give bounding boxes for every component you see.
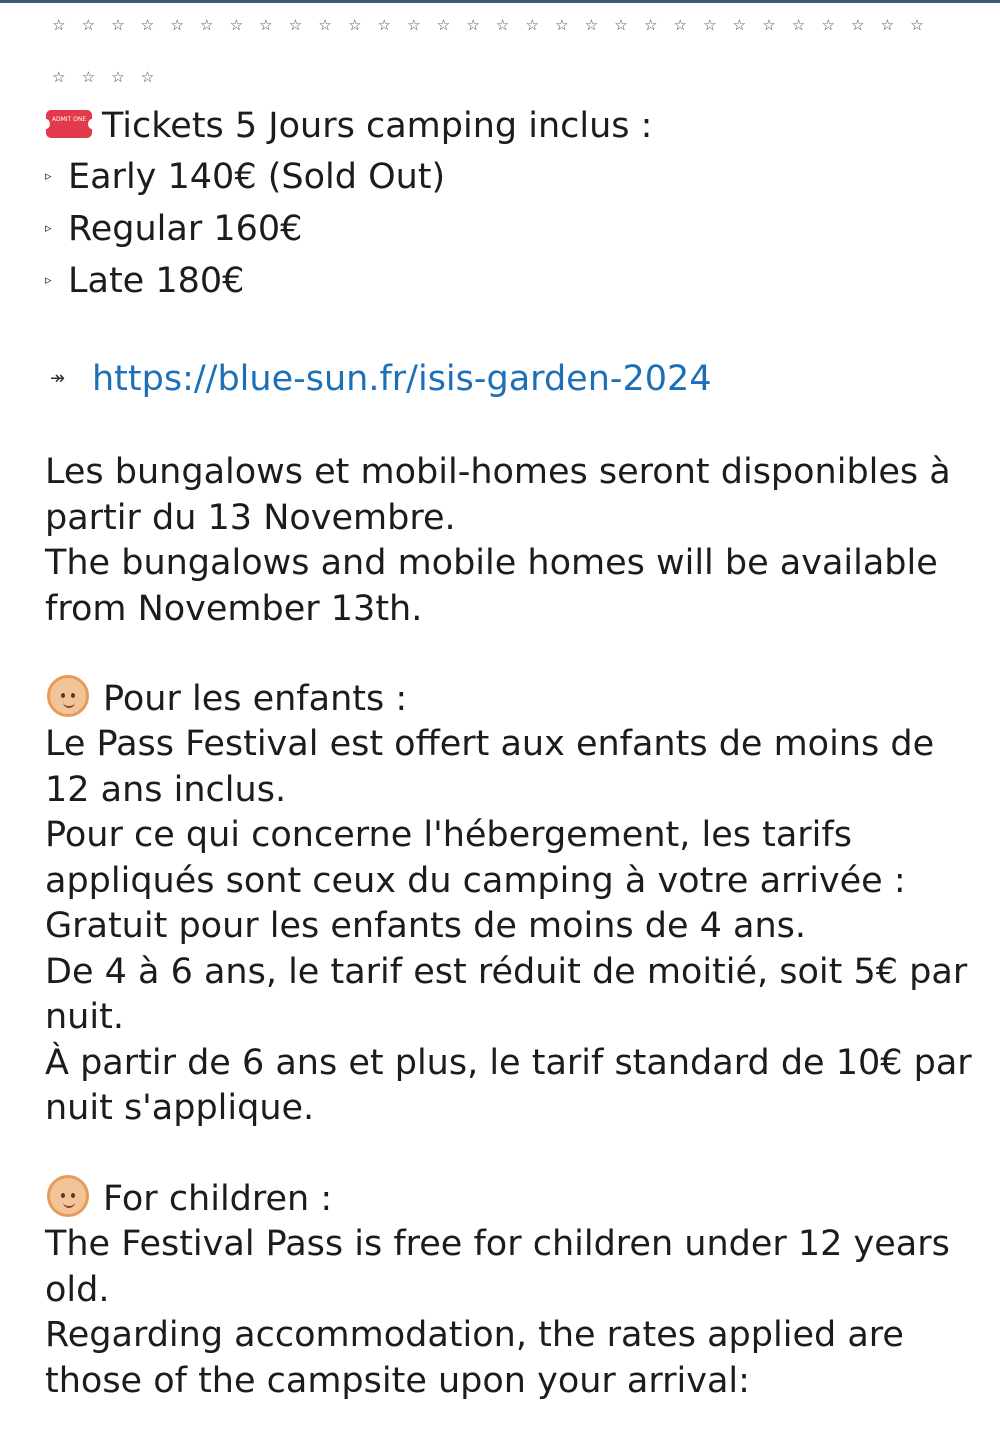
ticket-item-label: Early 140€ (Sold Out)	[68, 157, 446, 197]
star-icon: ☆	[111, 16, 125, 34]
bungalows-fr-paragraph: Les bungalows et mobil-homes seront disponibles à partir du 13 Novembre.	[45, 452, 951, 538]
children-en-heading	[45, 1177, 332, 1222]
star-icon: ☆	[880, 16, 895, 34]
star-icon: ☆	[81, 16, 96, 34]
star-icon: ☆	[673, 16, 687, 34]
star-icon: ☆	[791, 16, 806, 34]
star-icon: ☆	[52, 16, 66, 34]
star-icon: ☆	[762, 16, 776, 34]
star-icon: ☆	[377, 16, 391, 34]
triangle-bullet-icon: ▹	[45, 220, 52, 236]
triangle-bullet-icon: ▹	[45, 168, 52, 184]
star-icon: ☆	[436, 16, 451, 34]
star-icon: ☆	[525, 16, 539, 34]
children-en-heading-text: For children :	[103, 1179, 333, 1219]
tickets-heading	[45, 104, 652, 149]
star-divider-row-1	[52, 16, 940, 34]
bungalows-en-paragraph: The bungalows and mobile homes will be available from November 13th.	[45, 543, 938, 629]
star-icon: ☆	[140, 68, 155, 86]
star-icon: ☆	[111, 68, 125, 86]
top-border	[0, 0, 1000, 3]
star-icon: ☆	[52, 68, 66, 86]
children-en-body: The Festival Pass is free for children under 12 years old. Regarding accommodation, the rates applied are those of the campsite upon your arrival:	[45, 1224, 950, 1401]
child-face-icon	[47, 1175, 89, 1217]
star-icon: ☆	[584, 16, 599, 34]
triangle-bullet-icon: ▹	[45, 272, 52, 288]
children-fr-body: Le Pass Festival est offert aux enfants de moins de 12 ans inclus. Pour ce qui concerne l'hébergement, les tarifs appliqués sont ceux du camping à votre arrivée : Gratuit pour les enfants de moins de 4 ans. De 4 à 6 ans, le tarif est réduit de moitié, soit 5€ par nuit. À partir de 6 ans et plus, le tarif standard de 10€ par nuit s'applique.	[45, 724, 972, 1128]
star-icon: ☆	[407, 16, 421, 34]
star-icon: ☆	[703, 16, 717, 34]
star-icon: ☆	[851, 16, 865, 34]
star-icon: ☆	[259, 16, 273, 34]
star-icon: ☆	[614, 16, 628, 34]
star-icon: ☆	[821, 16, 835, 34]
tickets-heading-text: Tickets 5 Jours camping inclus :	[102, 106, 653, 146]
star-icon: ☆	[229, 16, 244, 34]
star-icon: ☆	[347, 16, 362, 34]
children-fr-heading-text: Pour les enfants :	[103, 679, 408, 719]
double-arrow-icon: ↠	[50, 367, 66, 389]
star-icon: ☆	[318, 16, 332, 34]
star-icon: ☆	[910, 16, 924, 34]
star-divider-row-2	[52, 68, 170, 86]
star-icon: ☆	[732, 16, 747, 34]
star-icon: ☆	[466, 16, 480, 34]
admit-one-ticket-icon: ADMIT ONE	[46, 110, 92, 138]
star-icon: ☆	[170, 16, 184, 34]
star-icon: ☆	[140, 16, 155, 34]
star-icon: ☆	[288, 16, 303, 34]
ticket-item-late	[45, 259, 244, 305]
ticket-url-link[interactable]: https://blue-sun.fr/isis-garden-2024	[92, 359, 712, 399]
star-icon: ☆	[199, 16, 214, 34]
ticket-item-early	[45, 155, 445, 201]
star-icon: ☆	[81, 68, 96, 86]
ticket-link-row	[45, 357, 712, 403]
ticket-item-regular	[45, 207, 302, 253]
star-icon: ☆	[643, 16, 658, 34]
ticket-item-label: Late 180€	[68, 261, 245, 301]
star-icon: ☆	[495, 16, 510, 34]
child-face-icon	[47, 675, 89, 717]
ticket-item-label: Regular 160€	[68, 209, 303, 249]
children-fr-heading	[45, 677, 407, 722]
star-icon: ☆	[555, 16, 569, 34]
